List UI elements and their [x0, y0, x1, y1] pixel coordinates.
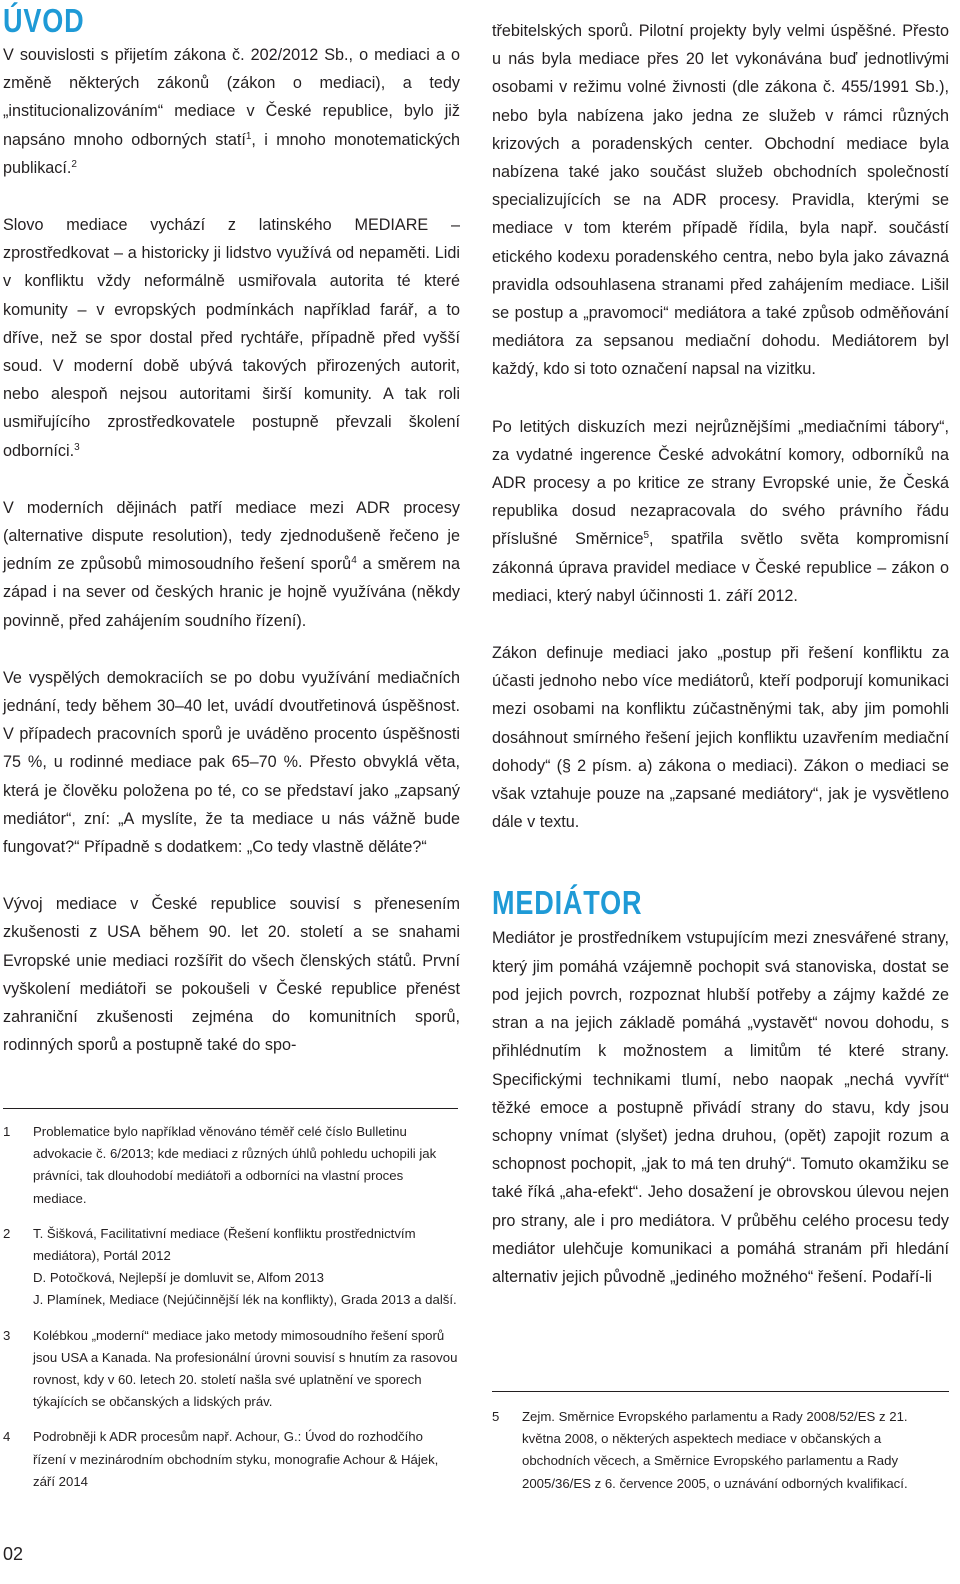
footnote-4: 4 Podrobněji k ADR procesům např. Achour, G.: Úvod do rozhodčího řízení v mezinárodním obchodním styku, monografie Achour & Hájek, září 2014	[3, 1429, 439, 1489]
heading-uvod: ÚVOD	[3, 2, 85, 39]
footnote-ref-2: 2	[71, 158, 77, 170]
footnote-2: 2 T. Šišková, Facilitativní mediace (Řešení konfliktu prostřednictvím mediátora), Portál 2012 D. Potočková, Nejlepší je domluvit se, Alfom 2013 J. Plamínek, Mediace (Nejúčinnější lék na konflikty), Grada 2013 a další.	[3, 1225, 457, 1308]
footnote-ref-4: 4	[351, 555, 357, 567]
footnote-ref-1: 1	[245, 130, 252, 142]
right-paragraph-4: Mediátor je prostředníkem vstupujícím mezi znesvářené strany, který jim pomáhá vzájemně pochopit svá stanoviska, dostat se pod jejich povrch, rozpoznat hlubší potřeby a zájmy každé ze stran a na jejich základě pomáhá „vystavět“ novou dohodu, s přihlédnutím k možnostem a limitům té které strany. Specifickými technikami tlumí, nebo naopak „nechá vyvřít“ těžké emoce a postupně přivádí strany do stavu, kdy jsou schopny vnímat (slyšet) jedna druhou, (opět) zapojit rozum a schopnost pochopit, „jak to má ten druhý“. Tomuto okamžiku se také říká „aha-efekt“. Jeho dosažení je obrovskou úlevou nejen pro strany, ale i pro mediátora. V průběhu celého procesu tedy mediátor ulehčuje komunikaci a pomáhá stranám při hledání alternativ jejich původně „jediného možného“ řešení. Podaří-li	[492, 929, 949, 1286]
left-paragraph-3: V moderních dějinách patří mediace mezi ADR procesy (alternative dispute resolution), tedy zjednodušeně řečeno je jedním ze způsobů mimosoudního řešení sporů$^4$ a směrem na západ i na sever od českých hranic je hojně využívána (někdy povinně, před zahájením soudního řízení).	[3, 498, 460, 630]
right-column	[492, 0, 949, 1291]
right-paragraph-1: třebitelských sporů. Pilotní projekty byly velmi úspěšné. Přesto u nás byla mediace přes 20 let vykonávána buď jednotlivými osobami v režimu volné živnosti (dle zákona č. 455/1991 Sb.), nebo byla nabízena jako jedna ze služeb v rámci různých krizových a poradenských center. Obchodní mediace byla nabízena také jako součást služeb obchodních společností specializujících se na ADR procesy. Pravidla, kterými se mediace v tom kterém případě řídila, byla např. součástí etického kodexu poradenského centra, nebo byla jako závazná pravidla odsouhlasena stranami před zahájením mediace. Lišil se postup a „pravomoci“ mediátora a také způsob odměňování mediátora za sepsanou mediační dohodu. Mediátorem byl každý, kdo si toto označení napsal na vizitku.	[492, 22, 949, 379]
footnote-5: 5 Zejm. Směrnice Evropského parlamentu a Rady 2008/52/ES z 21. května 2008, o některých aspektech mediace v občanských a obchodních věcech, a Směrnice Evropského parlamentu a Rady 2005/36/ES z 6. července 2005, o uznávání odborných kvalifikací.	[492, 1409, 908, 1491]
right-paragraph-3: Zákon definuje mediaci jako „postup při řešení konfliktu za účasti jednoho nebo více mediátorů, kteří podporují komunikaci mezi osobami na konfliktu zúčastněnými tak, aby jim pomohli dosáhnout smírného řešení jejich konfliktu uzavřením mediační dohody“ (§ 2 písm. a) zákona o mediaci). Zákon o mediaci se však vztahuje pouze na „zapsané mediátory“, jak je vysvětleno dále v textu.	[492, 644, 949, 832]
left-paragraph-5: Vývoj mediace v České republice souvisí s přenesením zkušenosti z USA během 90. let 20. století a se snahami Evropské unie mediaci rozšířit do všech členských států. První vyškolení mediátoři se pokoušeli v České republice přenést zahraniční zkušenosti zejména do komunitních sporů, rodinných sporů a postupně také do spo-	[3, 895, 460, 1055]
right-paragraph-2: Po letitých diskuzích mezi nejrůznějšími „mediačními tábory“, za vydatné ingerence České advokátní komory, odborníků na ADR procesy a po kritice ze strany Evropské unie, že Česká republika dosud nezapracovala do svého právního řádu příslušné Směrnice$^5$, spatřila světlo světa kompromisní zákonná úprava pravidel mediace v České republice – zákon o mediaci, který nabyl účinnosti 1. září 2012.	[492, 417, 949, 605]
heading-mediator: MEDIÁTOR	[492, 884, 643, 922]
left-column	[3, 0, 460, 1060]
footnotes-left	[3, 1108, 458, 1506]
page-number: 02	[3, 1544, 24, 1564]
footnote-ref-5: 5	[643, 530, 650, 542]
footnote-1: 1 Problematice bylo například věnováno téměř celé číslo Bulletinu advokacie č. 6/2013; kde mediaci z různých úhlů pohledu uchopili jak právníci, tak dlouhodobí mediátoři a odborníci na vlastní proces mediace.	[3, 1124, 437, 1206]
left-paragraph-4: Ve vyspělých demokraciích se po dobu využívání mediačních jednání, tedy během 30–40 let, uvádí dvoutřetinová úspěšnost. V případech pracovních sporů je uváděno procento úspěšnosti 75 %, u rodinné mediace pak 65–70 %. Přesto obvyklá věta, která je člověku položena po té, co se představí jako „zapsaný mediátor“, zní: „A myslíte, že ta mediace u nás vážně bude fungovat?“ Případně s dodatkem: „Co tedy vlastně děláte?“	[3, 668, 460, 857]
left-paragraph-2: Slovo mediace vychází z latinského MEDIARE – zprostředkovat – a historicky ji lidstvo využívá od nepaměti. Lidi v konfliktu vždy neformálně usmiřovala autorita té které komunity – v evropských podmínkách například farář, a to dříve, než se spor dostal před rychtáře, případně před vyšší soud. V moderní době ubývá takových přirozených autorit, nebo alespoň nejsou autoritami širší komunity. A tak roli usmiřujícího zprostředkovatele postupně převzali školení odborníci.$^3$	[3, 216, 460, 460]
footnotes-right	[492, 1391, 949, 1508]
left-paragraph-1: V souvislosti s přijetím zákona č. 202/2012 Sb., o mediaci a o změně některých zákonů (zákon o mediaci), a tedy „institucionalizováním“ mediace v České republice, bylo již napsáno mnoho odborných statí$^1$, i mnoho monotematických publikací.$^2$	[3, 46, 460, 177]
footnote-ref-3: 3	[74, 441, 80, 453]
footnote-3: 3 Kolébkou „moderní“ mediace jako metody mimosoudního řešení sporů jsou USA a Kanada. Na profesionální úrovni souvisí s hnutím za rasovou rovnost, kdy v 60. letech 20. století našla své uplatnění ve sporech týkajících se občanských a lidských práv.	[3, 1327, 458, 1410]
